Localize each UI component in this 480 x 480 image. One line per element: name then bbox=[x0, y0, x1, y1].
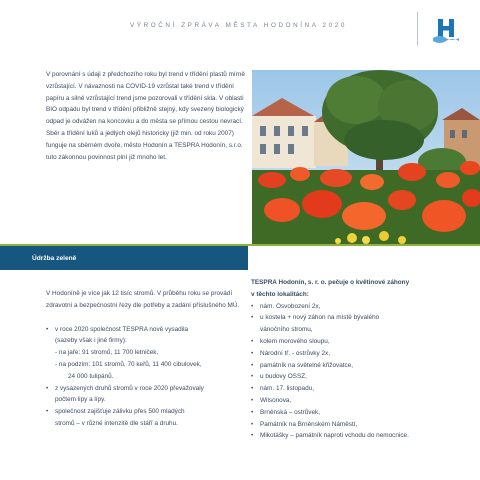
bullet-continuation: (sazeby však i jiné firmy): bbox=[55, 337, 127, 345]
maintenance-paragraph: V Hodoníně je více jak 12 tisíc stromů. V průběhu roku se provádí zdravotní a bezpečnostní řezy dle potřeby a zadání příslušného MÚ. bbox=[46, 290, 240, 309]
maintenance-bullets bbox=[46, 324, 242, 430]
locations-list bbox=[251, 301, 471, 443]
list-item: • u budovy OSSZ, bbox=[251, 371, 471, 383]
list-item bbox=[46, 406, 242, 430]
photo-illustration bbox=[252, 70, 480, 245]
list-item: • Památník na Brněnském Náměstí, bbox=[251, 419, 471, 431]
list-item bbox=[251, 312, 471, 324]
list-item: • Národní tř. - ostrůvky 2x, bbox=[251, 348, 471, 360]
sub-line: - na jaře: 91 stromů, 11 700 letniček, bbox=[55, 349, 159, 357]
sub-line: - na podzim: 101 stromů, 70 keřů, 11 400 cibulovek, bbox=[55, 360, 202, 368]
tespra-heading-2: v těchto lokalitách: bbox=[251, 290, 309, 298]
section-heading: Údržba zeleně bbox=[32, 255, 77, 262]
list-item: • Brněnská – ostrůvek, bbox=[251, 407, 471, 419]
sub-line: 24 000 tulipánů. bbox=[68, 372, 114, 380]
list-item: • Mikotášky – památník naproti vchodu do nemocnice. bbox=[251, 430, 471, 442]
header-divider bbox=[417, 12, 418, 46]
list-item bbox=[46, 324, 242, 383]
list-item: • kolem morového sloupu, bbox=[251, 336, 471, 348]
bullet-text: v roce 2020 společnost TESPRA nově vysadila bbox=[55, 325, 189, 333]
maintenance-text bbox=[46, 288, 242, 430]
bullet-text: z vysazených druhů stromů v roce 2020 převažovaly bbox=[55, 384, 204, 392]
tulip-square-photo bbox=[252, 70, 480, 245]
bullet-text: společnost zajišťuje zálivku přes 500 mladých bbox=[55, 408, 185, 416]
intro-paragraph-2: Sběr a třídění luků a jedlých olejů historicky (již min. od roku 2007) funguje na sběrném dvoře, město Hodonín a TESPRA Hodonín, s.r.o. tuto zákonnou povinnost plní již mnoho let. bbox=[46, 129, 243, 161]
list-item: • nám. Osvobození 2x, bbox=[251, 301, 471, 313]
tespra-heading: TESPRA Hodonín, s. r. o. pečuje o květinové záhony bbox=[251, 279, 410, 286]
list-item: • památník na světelné křižovatce, bbox=[251, 360, 471, 372]
list-item bbox=[46, 383, 242, 407]
bullet-continuation: počtem lipy a lípy. bbox=[55, 396, 106, 404]
report-title: VÝROČNÍ ZPRÁVA MĚSTA HODONÍNA 2020 bbox=[130, 22, 347, 29]
list-item: • Wilsonova, bbox=[251, 395, 471, 407]
hodonin-logo-icon bbox=[432, 16, 460, 44]
item-text: u kostela + nový záhon na místě bývalého bbox=[260, 314, 380, 322]
tespra-section bbox=[251, 277, 471, 442]
bullet-continuation: stromů – v různé intenzitě dle stáří a druhu. bbox=[55, 419, 178, 427]
item-continuation: vánočního stromu, bbox=[260, 326, 313, 334]
intro-paragraph-1: V porovnání s údaji z předchozího roku byl trend v třídění plastů mírně vzrůstající. V návaznosti na COVID-19 vzrůstal také trend v třídění papíru a silně vzrůstající trend jsme pozorovali v třídění skla. V oblasti BIO odpadu byl trend v třídění přibližně stejný, kdy svezený biologický odpad je odvážen na koncovku a do města se přímou cestou nevrací. bbox=[46, 71, 245, 126]
intro-text bbox=[46, 69, 246, 163]
list-item: • nám. 17. listopadu, bbox=[251, 383, 471, 395]
